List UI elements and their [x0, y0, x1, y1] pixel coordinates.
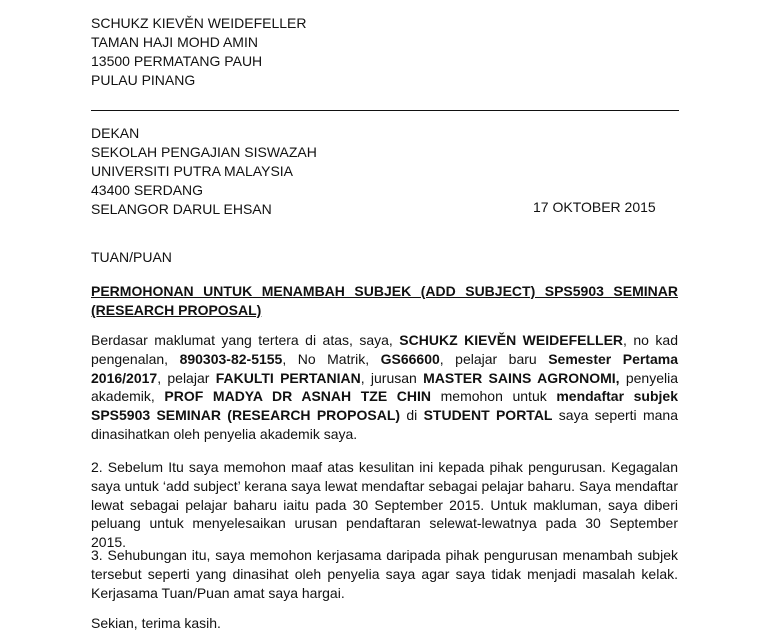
para1-text: , no kad pengenalan,: [91, 332, 678, 367]
paragraph-1: [91, 331, 678, 444]
recipient-address: [91, 124, 317, 219]
letter-date: 17 OKTOBER 2015: [533, 199, 656, 215]
student-portal: STUDENT PORTAL: [423, 407, 553, 424]
semester: Semester Pertama 2016/2017: [91, 350, 678, 386]
student-name: SCHUKZ KIEVĚN WEIDEFELLER: [399, 332, 624, 348]
recipient-address-line: SELANGOR DARUL EHSAN: [91, 201, 272, 217]
para1-text: , jurusan: [360, 369, 424, 386]
recipient-address-line: SEKOLAH PENGAJIAN SISWAZAH: [91, 144, 317, 160]
letter-subject: PERMOHONAN UNTUK MENAMBAH SUBJEK (ADD SUBJECT) SPS5903 SEMINAR (RESEARCH PROPOSAL): [91, 283, 678, 318]
para1-text: memohon untuk: [431, 388, 557, 405]
paragraph-3: 3. Sehubungan itu, saya memohon kerjasama daripada pihak pengurusan menambah subjek tersebut seperti yang dinasihat oleh penyelia saya agar saya tidak menjadi masalah kelak. Kerjasama Tuan/Puan amat saya hargai.: [91, 547, 678, 601]
register-subject: mendaftar subjek SPS5903 SEMINAR (RESEARCH PROPOSAL): [91, 388, 678, 424]
header-divider: [91, 110, 679, 111]
matric-number: GS66600: [380, 350, 440, 367]
recipient-address-line: UNIVERSITI PUTRA MALAYSIA: [91, 163, 294, 179]
program: MASTER SAINS AGRONOMI,: [423, 369, 620, 386]
para1-text: , pelajar baru: [439, 350, 549, 367]
sender-address-line: 13500 PERMATANG PAUH: [91, 53, 263, 69]
para1-text: penyelia akademik,: [91, 369, 678, 405]
para1-text: Berdasar maklumat yang tertera di atas, saya,: [91, 332, 400, 348]
salutation: TUAN/PUAN: [91, 249, 172, 265]
sender-address-line: TAMAN HAJI MOHD AMIN: [91, 34, 258, 50]
recipient-title: DEKAN: [91, 125, 140, 141]
para1-text: di: [400, 407, 424, 424]
para1-text: , No Matrik,: [282, 350, 381, 367]
sender-address: [91, 14, 307, 90]
sender-name: SCHUKZ KIEVĚN WEIDEFELLER: [91, 15, 307, 31]
sender-address-line: PULAU PINANG: [91, 72, 196, 88]
supervisor-name: PROF MADYA DR ASNAH TZE CHIN: [164, 388, 432, 405]
para1-text: saya seperti mana dinasihatkan oleh penyelia akademik saya.: [91, 407, 678, 442]
closing: Sekian, terima kasih.: [91, 615, 221, 631]
ic-number: 890303-82-5155: [179, 350, 283, 367]
paragraph-2: 2. Sebelum Itu saya memohon maaf atas kesulitan ini kepada pihak pengurusan. Kegagalan saya untuk ‘add subject’ kerana saya lewat mendaftar sebagai pelajar baharu. Saya mendaftar lewat sebagai pelajar baharu iaitu pada 30 September 2015. Untuk makluman, saya diberi peluang untuk menyelesaikan urusan pendaftaran selewat-lewatnya pada 30 September 2015.: [91, 459, 678, 551]
faculty: FAKULTI PERTANIAN: [215, 369, 361, 386]
para1-text: , pelajar: [157, 369, 216, 386]
recipient-address-line: 43400 SERDANG: [91, 182, 204, 198]
